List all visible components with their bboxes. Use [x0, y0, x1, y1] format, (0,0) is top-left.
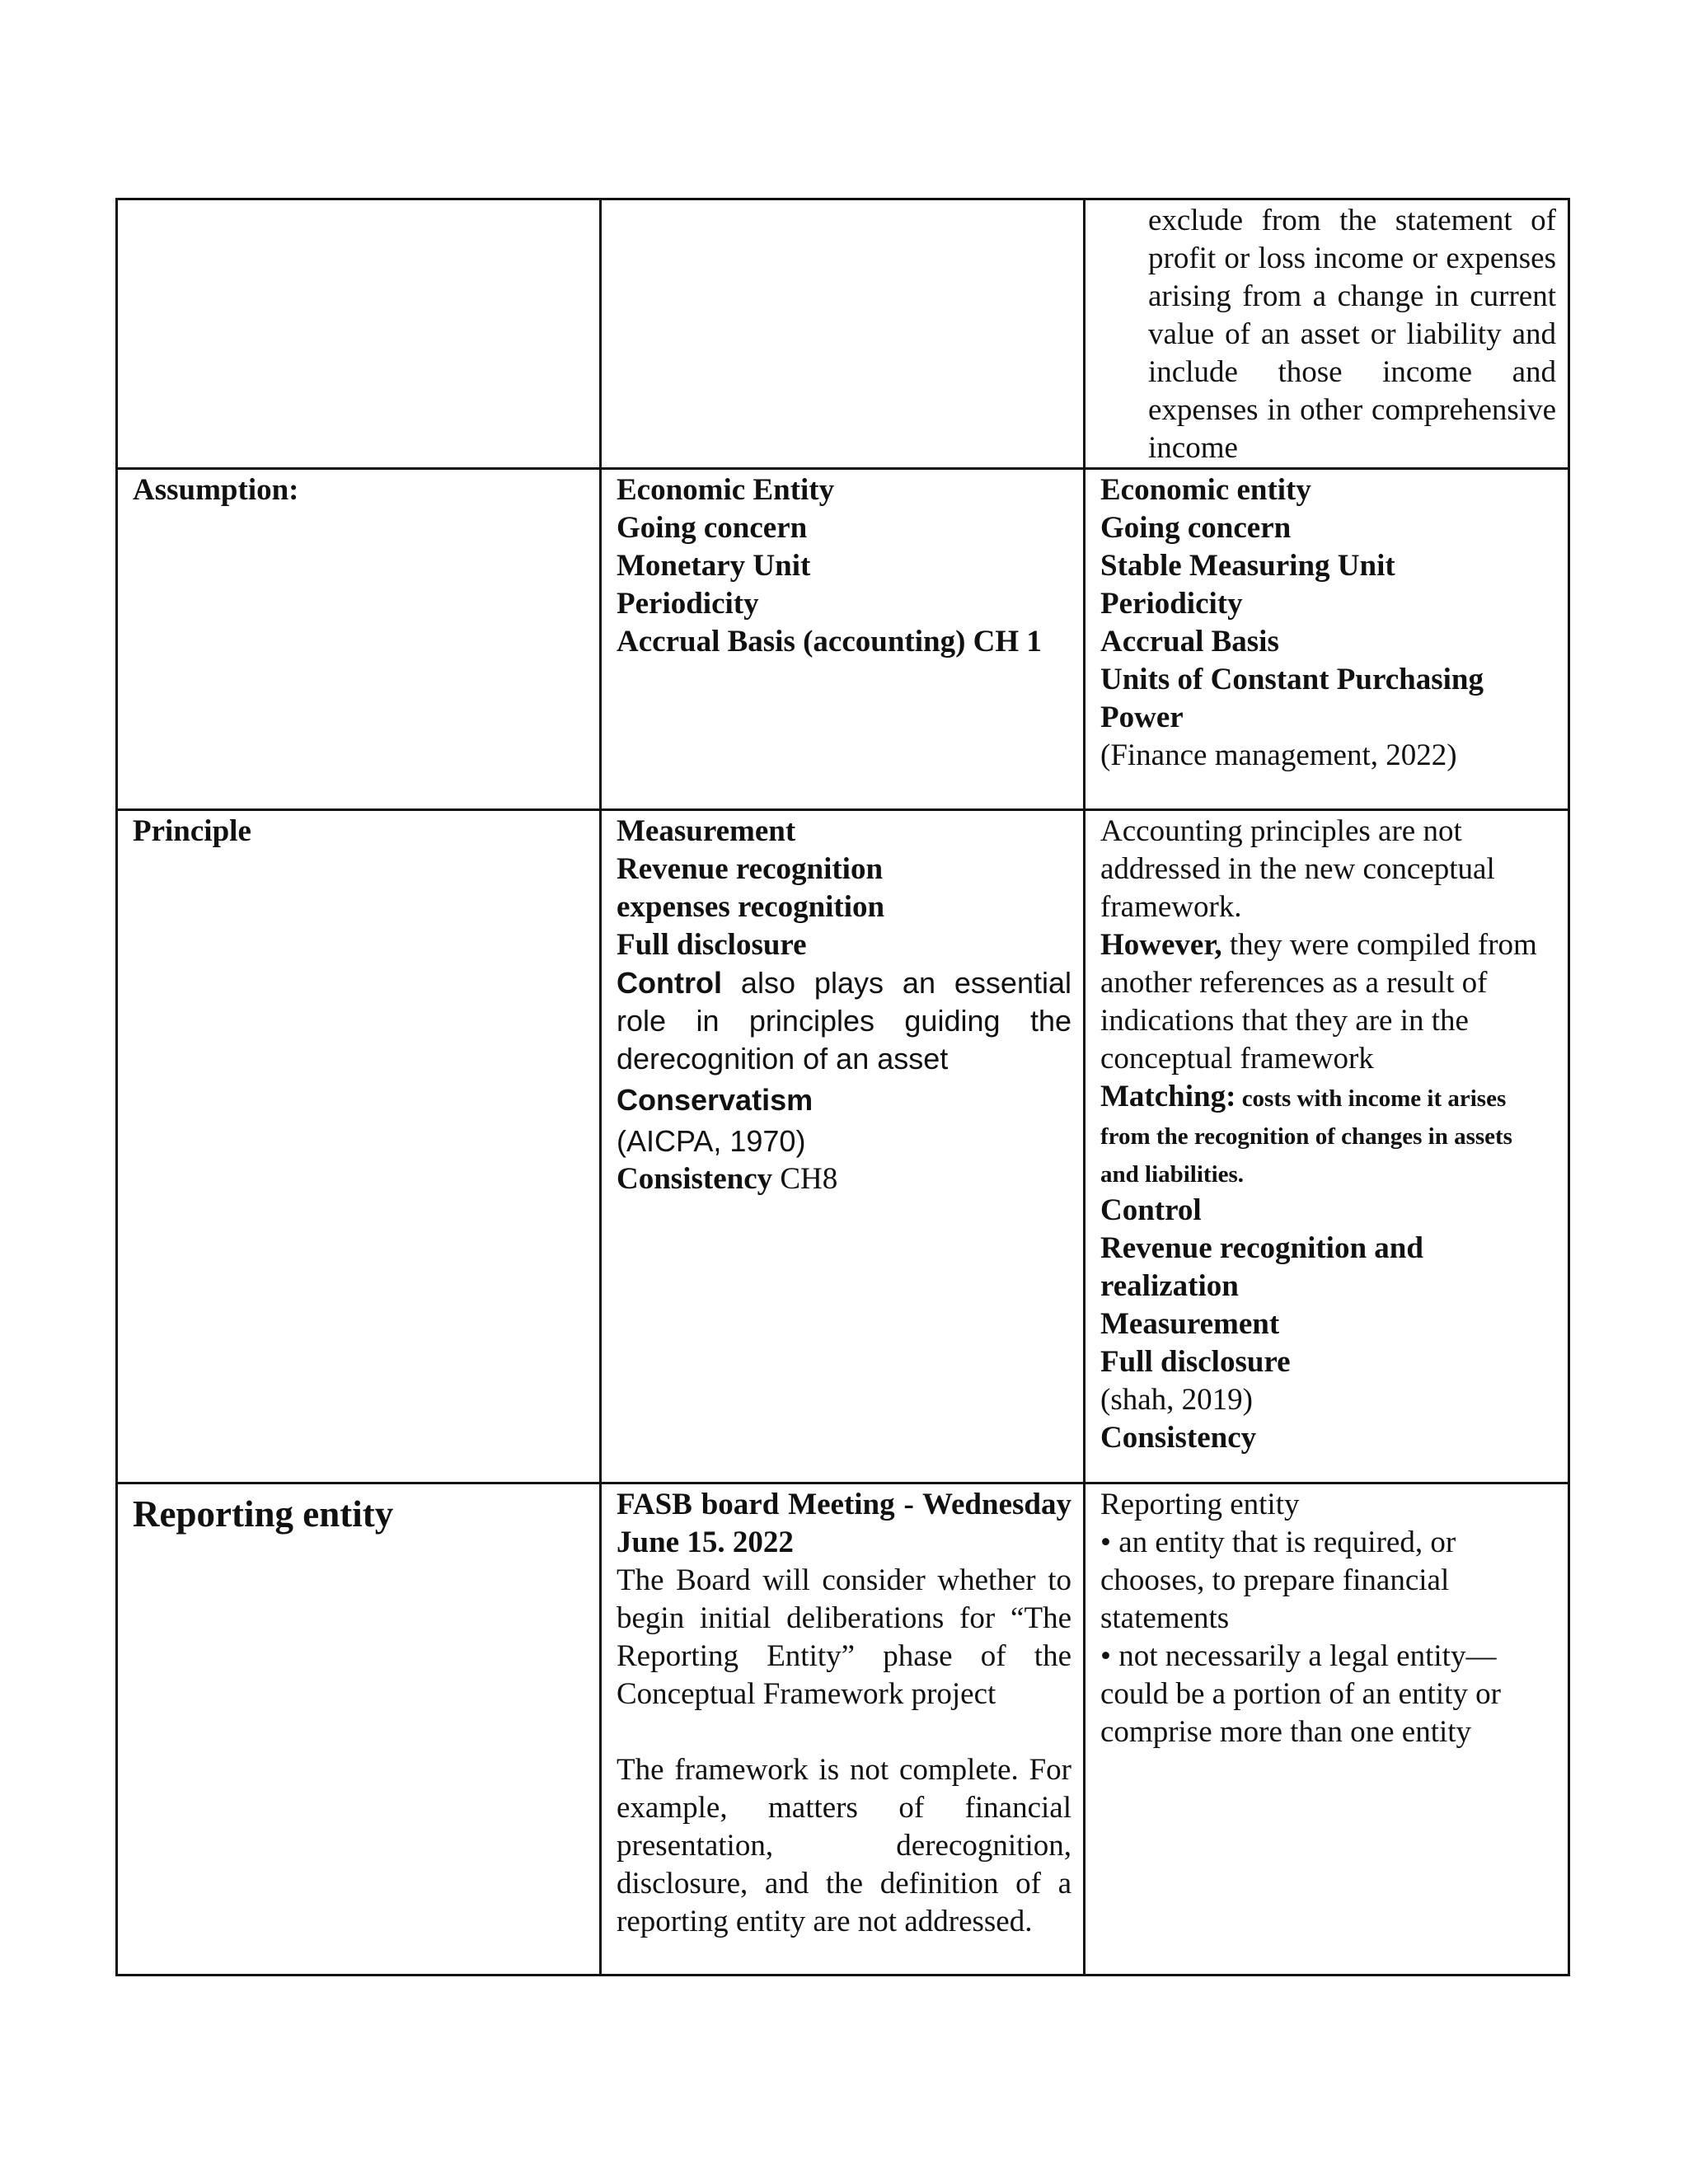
- entity-title: Reporting entity: [1100, 1488, 1300, 1521]
- principle-item: Full disclosure: [1100, 1345, 1291, 1379]
- assumption-item: Monetary Unit: [617, 549, 811, 583]
- assumption-item: Periodicity: [617, 587, 759, 621]
- table-cell: [1085, 469, 1569, 810]
- table-cell: [1085, 1483, 1569, 1975]
- table-cell: [1085, 810, 1569, 1483]
- entity-bullet: • not necessarily a legal entity—could be a portion of an entity or comprise more than one entity: [1100, 1639, 1502, 1749]
- framework-note: The framework is not complete. For example, matters of financial presentation, derecognition, disclosure, and the definition of a reporting entity are not addressed.: [617, 1753, 1071, 1938]
- principle-item: Full disclosure: [617, 928, 807, 962]
- control-paragraph: [617, 964, 1071, 1078]
- table-cell: [601, 810, 1085, 1483]
- matching-text: costs with income it arises from the recognition of changes in assets and liabilities.: [1100, 1085, 1512, 1188]
- principle-item: expenses recognition: [617, 890, 885, 924]
- table-cell: [117, 1483, 601, 1975]
- however-term: However,: [1100, 928, 1222, 962]
- table-row: [117, 810, 1569, 1483]
- table-row: [117, 1483, 1569, 1975]
- assumption-item: Economic entity: [1100, 473, 1311, 507]
- matching-term: Matching:: [1100, 1080, 1236, 1113]
- however-paragraph: [1100, 926, 1556, 1078]
- principle-item: Measurement: [617, 814, 796, 848]
- assumption-item: Periodicity: [1100, 587, 1243, 621]
- control-term: Control: [617, 966, 722, 1000]
- assumption-item: Stable Measuring Unit: [1100, 549, 1395, 583]
- assumption-item: Economic Entity: [617, 473, 835, 507]
- assumption-item: Units of Constant Purchasing Power: [1100, 663, 1484, 734]
- row-label-principle: Principle: [133, 814, 251, 848]
- continuation-text: exclude from the statement of profit or loss income or expenses arising from a change in current value of an asset or liability and include those income and expenses in other comprehensive income: [1148, 204, 1556, 465]
- consistency-text: CH8: [772, 1162, 838, 1196]
- consistency-term: Consistency: [617, 1162, 773, 1196]
- consistency-line: [617, 1160, 1071, 1198]
- table-cell: [601, 1483, 1085, 1975]
- row-label-reporting-entity: Reporting entity: [133, 1493, 394, 1535]
- assumption-item: Accrual Basis (accounting) CH 1: [617, 625, 1042, 658]
- meeting-heading: FASB board Meeting - Wednesday June 15. 2022: [617, 1488, 1071, 1559]
- assumption-item: Going concern: [1100, 511, 1292, 545]
- comparison-table: [115, 198, 1570, 1976]
- entity-bullet: • an entity that is required, or chooses, to prepare financial statements: [1100, 1526, 1456, 1635]
- principle-item: Measurement: [1100, 1307, 1280, 1341]
- table-cell: [117, 469, 601, 810]
- citation: (Finance management, 2022): [1100, 738, 1457, 772]
- table-row: [117, 199, 1569, 469]
- principle-item: Control: [1100, 1193, 1202, 1227]
- principle-item: Consistency: [1100, 1421, 1257, 1455]
- meeting-paragraph: The Board will consider whether to begin initial deliberations for “The Reporting Entity” phase of the Conceptual Framework project: [617, 1563, 1071, 1711]
- matching-paragraph: [1100, 1078, 1556, 1192]
- principle-item: Revenue recognition and realization: [1100, 1231, 1423, 1303]
- spacer: [617, 1713, 1071, 1751]
- conservatism-term: Conservatism: [617, 1083, 814, 1117]
- table-row: [117, 469, 1569, 810]
- document-page: [115, 198, 1568, 1976]
- control-text: also plays an essential role in principles guiding the derecognition of an asset: [617, 966, 1071, 1076]
- principle-intro: Accounting principles are not addressed in the new conceptual framework.: [1100, 814, 1495, 924]
- row-label-assumption: Assumption:: [133, 473, 299, 507]
- however-text: they were compiled from another references as a result of indications that they are in the conceptual framework: [1100, 928, 1537, 1076]
- citation: (AICPA, 1970): [617, 1124, 806, 1158]
- table-cell: [601, 469, 1085, 810]
- table-cell: [117, 810, 601, 1483]
- citation: (shah, 2019): [1100, 1383, 1253, 1417]
- assumption-item: Going concern: [617, 511, 808, 545]
- assumption-item: Accrual Basis: [1100, 625, 1279, 658]
- table-cell: [601, 199, 1085, 469]
- table-cell: [1085, 199, 1569, 469]
- table-cell: [117, 199, 601, 469]
- principle-item: Revenue recognition: [617, 852, 884, 886]
